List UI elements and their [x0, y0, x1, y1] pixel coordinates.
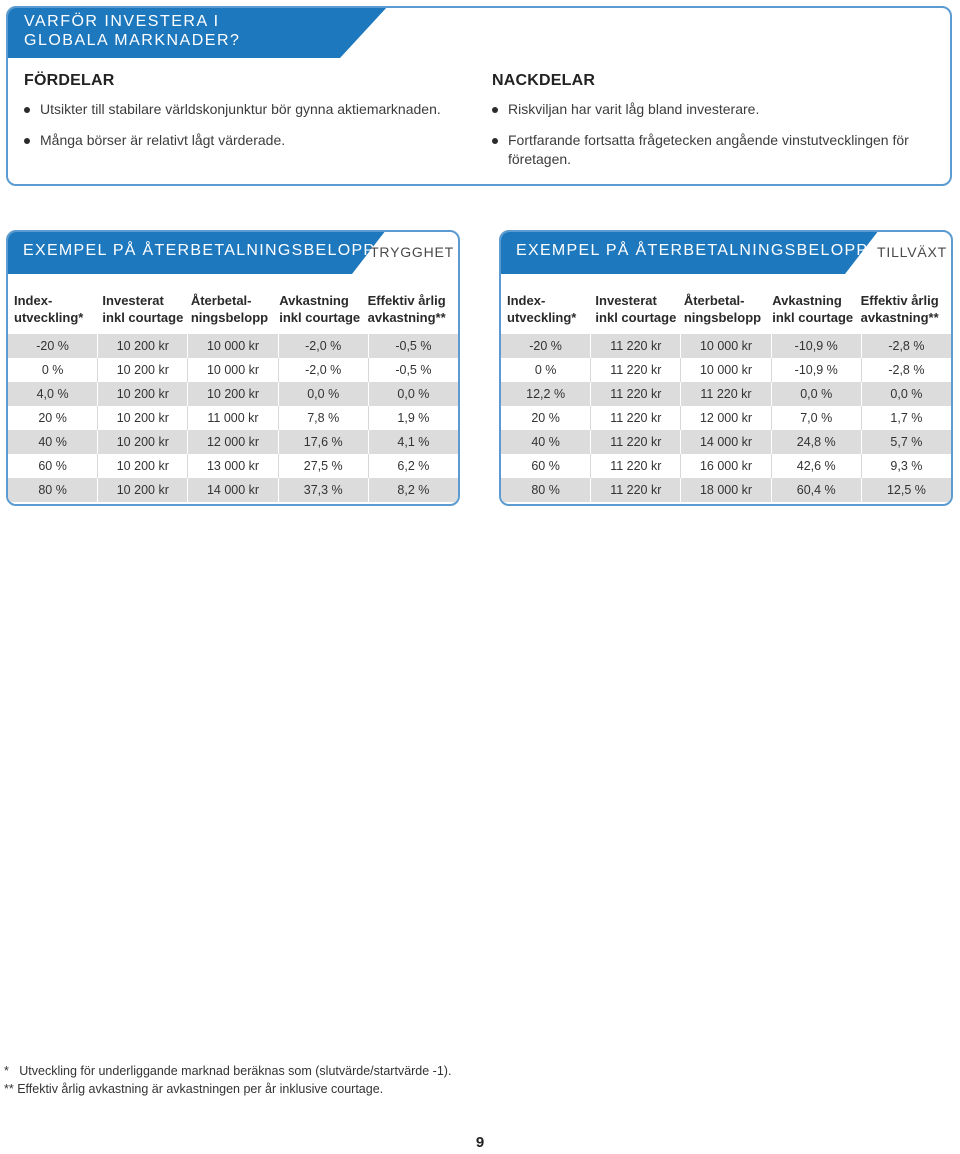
table-row: [501, 334, 951, 358]
table-row: [8, 430, 458, 454]
table-row: [8, 478, 458, 502]
table-cell: 7,0 %: [772, 406, 862, 430]
table-cell: 0 %: [8, 358, 98, 382]
table-header: [12, 292, 454, 330]
table-cell: 80 %: [8, 478, 98, 502]
table-cell: 12 000 kr: [681, 406, 771, 430]
why-invest-panel: [6, 6, 952, 186]
cons-heading: NACKDELAR: [492, 72, 596, 89]
table-cell: 10 200 kr: [98, 454, 188, 478]
cons-column: [492, 72, 932, 181]
table-cell: -2,0 %: [279, 334, 369, 358]
table-cell: 60 %: [8, 454, 98, 478]
table-cell: -10,9 %: [772, 334, 862, 358]
table-cell: -0,5 %: [395, 363, 432, 377]
footnote: * Utveckling för underliggande marknad beräknas som (slutvärde/startvärde -1).: [4, 1064, 452, 1078]
table-row: [501, 430, 951, 454]
table-cell: -2,8 %: [888, 339, 925, 353]
table-cell: 11 000 kr: [188, 406, 278, 430]
table-cell: 10 200 kr: [98, 382, 188, 406]
table-cell: 0,0 %: [772, 382, 862, 406]
table-cell: 11 220 kr: [591, 334, 681, 358]
table-badge: TILLVÄXT: [877, 244, 947, 260]
table-cell: 16 000 kr: [681, 454, 771, 478]
column-header: Återbetal- ningsbelopp: [190, 293, 269, 325]
list-item: Utsikter till stabilare världskonjunktur bör gynna aktiemarknaden.: [24, 100, 464, 119]
table-row: [501, 406, 951, 430]
table-cell: -2,0 %: [279, 358, 369, 382]
table-cell: 10 000 kr: [188, 334, 278, 358]
table-row: [8, 334, 458, 358]
table-cell: 10 200 kr: [188, 382, 278, 406]
table-cell: 10 200 kr: [98, 430, 188, 454]
bullet-icon: [492, 138, 498, 144]
table-title: EXEMPEL PÅ ÅTERBETALNINGSBELOPP: [516, 242, 869, 259]
column-header: Avkastning inkl courtage: [772, 293, 854, 325]
table-cell: 4,1 %: [397, 435, 430, 449]
table-cell: 4,0 %: [8, 382, 98, 406]
table-cell: 40 %: [8, 430, 98, 454]
table-cell: 10 200 kr: [98, 478, 188, 502]
table-cell: 11 220 kr: [681, 382, 771, 406]
table-cell: 12,5 %: [886, 483, 926, 497]
table-cell: 7,8 %: [279, 406, 369, 430]
table-cell: 0,0 %: [397, 387, 430, 401]
table-cell: 10 000 kr: [188, 358, 278, 382]
table-badge: TRYGGHET: [370, 244, 454, 260]
table-cell: 24,8 %: [772, 430, 862, 454]
table-row: [8, 358, 458, 382]
table-cell: 14 000 kr: [188, 478, 278, 502]
table-cell: 11 220 kr: [591, 406, 681, 430]
table-row: [501, 478, 951, 502]
table-cell: 20 %: [501, 406, 591, 430]
table-cell: 1,7 %: [890, 411, 923, 425]
column-header: Effektiv årlig avkastning**: [860, 293, 939, 325]
table-header: [505, 292, 947, 330]
bullet-icon: [24, 107, 30, 113]
table-cell: 17,6 %: [279, 430, 369, 454]
table-cell: 10 200 kr: [98, 334, 188, 358]
table-cell: -0,5 %: [395, 339, 432, 353]
column-header: Index- utveckling*: [14, 293, 84, 325]
table-cell: 10 000 kr: [681, 358, 771, 382]
table-row: [8, 406, 458, 430]
footnotes: [4, 1062, 451, 1098]
list-item: Riskviljan har varit låg bland investerare.: [492, 100, 932, 119]
table-title: EXEMPEL PÅ ÅTERBETALNINGSBELOPP: [23, 242, 376, 259]
table-cell: 12 000 kr: [188, 430, 278, 454]
table-cell: 0 %: [501, 358, 591, 382]
table-cell: -20 %: [501, 334, 591, 358]
table-cell: 11 220 kr: [591, 478, 681, 502]
table-cell: 5,7 %: [890, 435, 923, 449]
table-cell: -10,9 %: [772, 358, 862, 382]
table-cell: -20 %: [8, 334, 98, 358]
table-cell: 13 000 kr: [188, 454, 278, 478]
table-cell: -2,8 %: [888, 363, 925, 377]
table-cell: 14 000 kr: [681, 430, 771, 454]
table-cell: 8,2 %: [397, 483, 430, 497]
table-body: [8, 334, 458, 502]
table-cell: 27,5 %: [279, 454, 369, 478]
table-cell: 42,6 %: [772, 454, 862, 478]
panel-title: VARFÖR INVESTERA I GLOBALA MARKNADER?: [24, 13, 241, 49]
table-row: [8, 382, 458, 406]
table-cell: 11 220 kr: [591, 454, 681, 478]
column-header: Investerat inkl courtage: [595, 293, 677, 325]
table-cell: 1,9 %: [397, 411, 430, 425]
table-cell: 9,3 %: [890, 459, 923, 473]
table-cell: 6,2 %: [397, 459, 430, 473]
table-cell: 12,2 %: [501, 382, 591, 406]
cons-list: [492, 100, 932, 169]
table-cell: 10 200 kr: [98, 358, 188, 382]
pros-column: [24, 72, 464, 162]
table-panel-trygghet: [6, 230, 460, 506]
bullet-icon: [492, 107, 498, 113]
table-row: [501, 358, 951, 382]
footnote: ** Effektiv årlig avkastning är avkastningen per år inklusive courtage.: [4, 1082, 384, 1096]
pros-list: [24, 100, 464, 150]
table-cell: 60 %: [501, 454, 591, 478]
table-cell: 40 %: [501, 430, 591, 454]
list-item: Många börser är relativt lågt värderade.: [24, 131, 464, 150]
page-number: 9: [475, 1134, 485, 1151]
table-cell: 10 200 kr: [98, 406, 188, 430]
table-cell: 18 000 kr: [681, 478, 771, 502]
column-header: Effektiv årlig avkastning**: [367, 293, 446, 325]
list-item: Fortfarande fortsatta frågetecken angående vinstutvecklingen för företagen.: [492, 131, 932, 169]
column-header: Investerat inkl courtage: [102, 293, 184, 325]
pros-heading: FÖRDELAR: [24, 72, 115, 89]
bullet-icon: [24, 138, 30, 144]
table-body: [501, 334, 951, 502]
table-cell: 20 %: [8, 406, 98, 430]
table-cell: 11 220 kr: [591, 430, 681, 454]
table-cell: 60,4 %: [772, 478, 862, 502]
table-cell: 37,3 %: [279, 478, 369, 502]
column-header: Index- utveckling*: [507, 293, 577, 325]
table-cell: 11 220 kr: [591, 382, 681, 406]
table-row: [501, 454, 951, 478]
table-cell: 0,0 %: [279, 382, 369, 406]
table-cell: 80 %: [501, 478, 591, 502]
table-cell: 0,0 %: [890, 387, 923, 401]
column-header: Återbetal- ningsbelopp: [683, 293, 762, 325]
table-row: [501, 382, 951, 406]
table-panel-tillvaxt: [499, 230, 953, 506]
table-cell: 10 000 kr: [681, 334, 771, 358]
table-row: [8, 454, 458, 478]
table-cell: 11 220 kr: [591, 358, 681, 382]
column-header: Avkastning inkl courtage: [279, 293, 361, 325]
